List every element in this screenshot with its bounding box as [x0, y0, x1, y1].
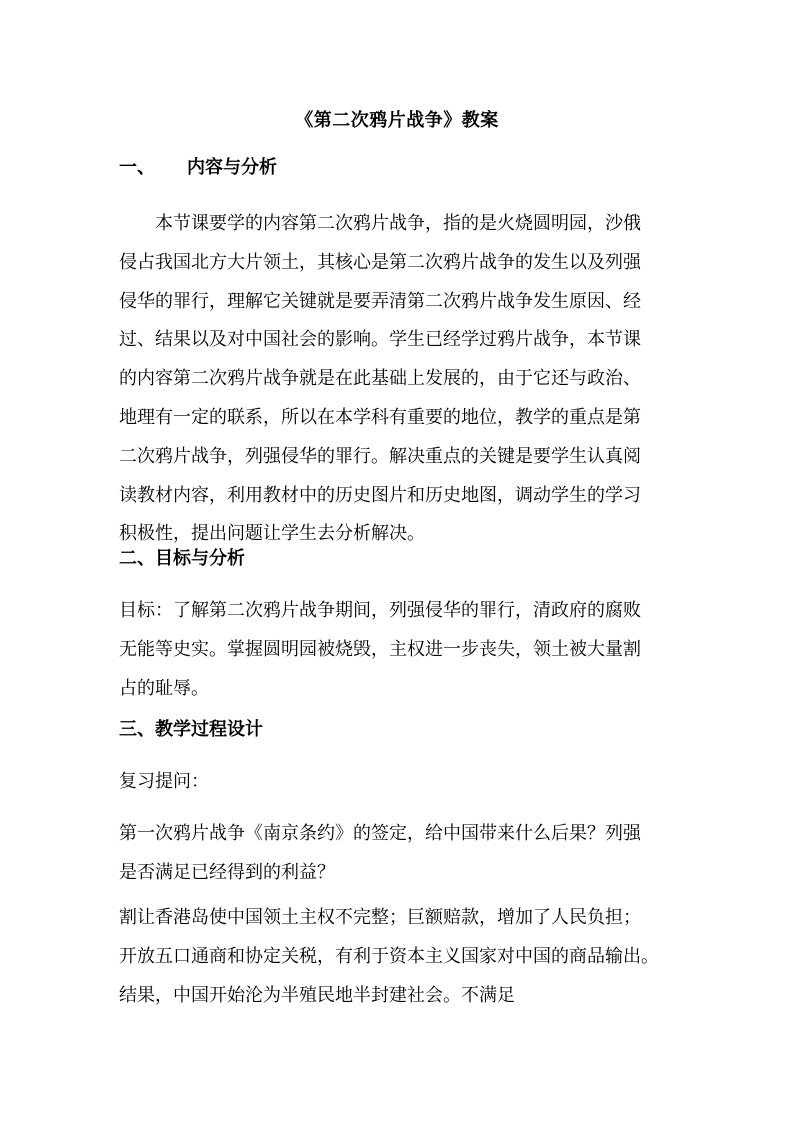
section-1-number: 一、 [119, 157, 155, 178]
paragraph-line: 的内容第二次鸦片战争就是在此基础上发展的，由于它还与政治、 [119, 368, 641, 390]
paragraph-line: 开放五口通商和协定关税，有利于资本主义国家对中国的商品输出。 [119, 945, 659, 967]
paragraph-line: 侵占我国北方大片领土，其核心是第二次鸦片战争的发生以及列强 [119, 251, 641, 273]
paragraph-line: 是否满足已经得到的利益？ [119, 861, 335, 883]
paragraph-line: 积极性，提出问题让学生去分析解决。 [119, 523, 425, 545]
paragraph-line: 结果，中国开始沦为半殖民地半封建社会。不满足 [119, 984, 515, 1006]
review-answer [119, 899, 679, 1015]
section-1-title: 内容与分析 [187, 157, 277, 178]
paragraph-line: 地理有一定的联系，所以在本学科有重要的地位，教学的重点是第 [119, 406, 641, 428]
section-2-heading: 二、目标与分析 [119, 548, 245, 569]
paragraph-line: 割让香港岛使中国领土主权不完整；巨额赔款，增加了人民负担； [119, 907, 641, 928]
paragraph-line: 第一次鸦片战争《南京条约》的签定，给中国带来什么后果？列强 [119, 823, 641, 844]
review-label [119, 763, 679, 802]
review-question [119, 815, 679, 893]
paragraph-line: 目标：了解第二次鸦片战争期间，列强侵华的罪行，清政府的腐败 [119, 600, 641, 621]
paragraph-line: 侵华的罪行，理解它关键就是要弄清第二次鸦片战争发生原因、经 [119, 290, 641, 312]
section-2-paragraph [119, 592, 679, 708]
section-1-heading [119, 155, 277, 181]
paragraph-line: 无能等史实。掌握圆明园被烧毁，主权进一步丧失，领土被大量割 [119, 638, 641, 660]
paragraph-line: 过、结果以及对中国社会的影响。学生已经学过鸦片战争，本节课 [119, 329, 641, 351]
section-1-paragraph [119, 205, 679, 554]
paragraph-line: 读教材内容，利用教材中的历史图片和历史地图，调动学生的学习 [119, 484, 641, 506]
paragraph-line: 占的耻辱。 [119, 677, 209, 699]
paragraph-line: 复习提问： [119, 771, 209, 792]
paragraph-line: 本节课要学的内容第二次鸦片战争，指的是火烧圆明园，沙俄 [155, 213, 641, 234]
section-3-heading: 三、教学过程设计 [119, 719, 263, 740]
paragraph-line: 二次鸦片战争，列强侵华的罪行。解决重点的关键是要学生认真阅 [119, 445, 641, 467]
document-title: 《第二次鸦片战争》教案 [295, 110, 499, 131]
